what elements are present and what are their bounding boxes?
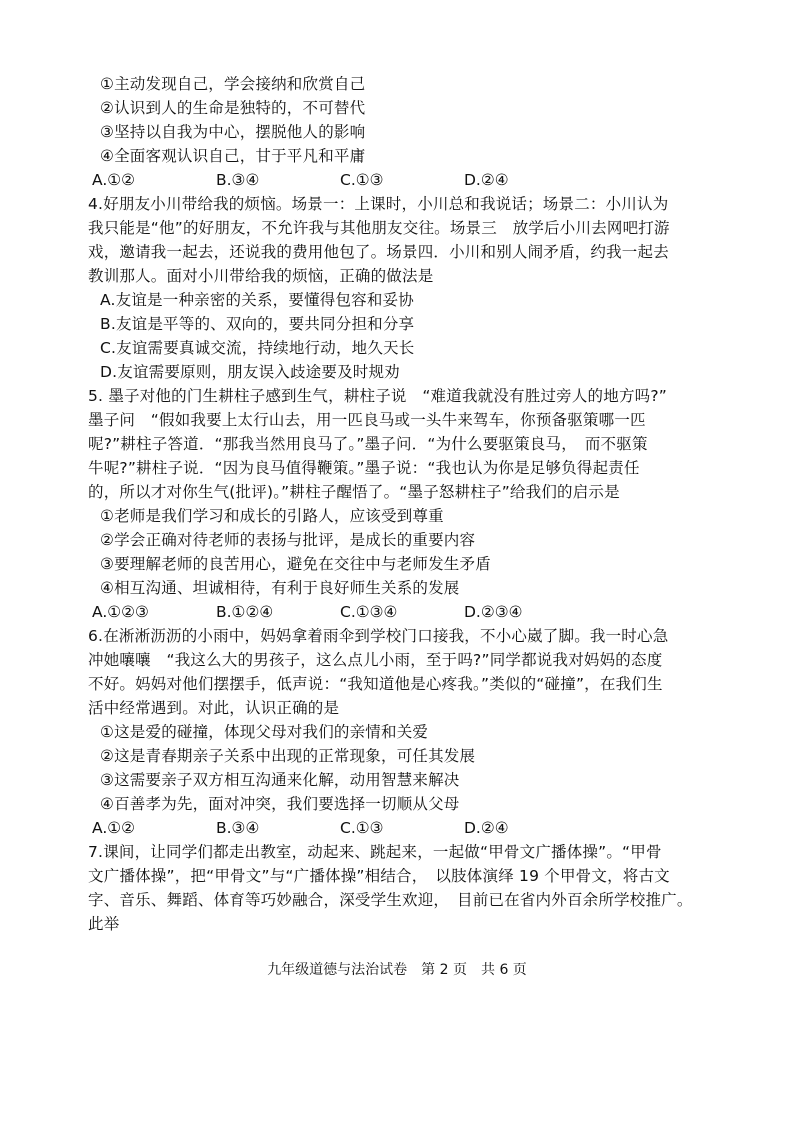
q5-stem-line-1: 5. 墨子对他的门生耕柱子感到生气，耕柱子说 “难道我就没有胜过旁人的地方吗?” bbox=[88, 387, 668, 405]
q7-stem-line-4: 此举 bbox=[88, 915, 120, 933]
q5-item-2: ②学会正确对待老师的表扬与批评，是成长的重要内容 bbox=[100, 531, 476, 549]
q7-stem-line-2: 文广播体操”，把“甲骨文”与“广播体操”相结合， 以肢体演绎 19 个甲骨文，将古文 bbox=[88, 867, 670, 885]
q3-item-3: ③坚持以自我为中心，摆脱他人的影响 bbox=[100, 123, 366, 141]
q6-stem-line-1: 6.在淅淅沥沥的小雨中，妈妈拿着雨伞到学校门口接我，不小心崴了脚。我一时心急 bbox=[88, 627, 669, 645]
q6-option-b: B.③④ bbox=[216, 819, 260, 837]
q3-option-c: C.①③ bbox=[340, 171, 384, 189]
q4-choice-c: C.友谊需要真诚交流，持续地行动，地久天长 bbox=[100, 339, 415, 357]
q3-option-a: A.①② bbox=[92, 171, 136, 189]
q6-stem-line-3: 不好。妈妈对他们摆摆手，低声说：“我知道他是心疼我。”类似的“碰撞”，在我们生 bbox=[88, 675, 663, 693]
q3-item-2: ②认识到人的生命是独特的，不可替代 bbox=[100, 99, 366, 117]
q6-option-a: A.①② bbox=[92, 819, 136, 837]
q3-option-d: D.②④ bbox=[464, 171, 509, 189]
q4-choice-d: D.友谊需要原则，朋友误入歧途要及时规劝 bbox=[100, 363, 400, 381]
q5-option-b: B.①②④ bbox=[216, 603, 274, 621]
q6-options bbox=[92, 816, 509, 840]
q5-stem-line-4: 牛呢?”耕柱子说．“因为良马值得鞭策。”墨子说：“我也认为你是足够负得起责任 bbox=[88, 459, 640, 477]
q6-stem-line-4: 活中经常遇到。对此，认识正确的是 bbox=[88, 699, 340, 717]
q6-item-3: ③这需要亲子双方相互沟通来化解，动用智慧来解决 bbox=[100, 771, 460, 789]
q6-item-4: ④百善孝为先，面对冲突，我们要选择一切顺从父母 bbox=[100, 795, 460, 813]
q6-stem-line-2: 冲她嚷嚷 “我这么大的男孩子，这么点儿小雨，至于吗?”同学都说我对妈妈的态度 bbox=[88, 651, 663, 669]
q5-stem-line-2: 墨子问 “假如我要上太行山去，用一匹良马或一头牛来驾车，你预备驱策哪一匹 bbox=[88, 411, 646, 429]
q6-item-1: ①这是爱的碰撞，体现父母对我们的亲情和关爱 bbox=[100, 723, 429, 741]
q5-option-c: C.①③④ bbox=[340, 603, 398, 621]
q4-stem-line-4: 教训那人。面对小川带给我的烦恼，正确的做法是 bbox=[88, 267, 434, 285]
q5-options bbox=[92, 600, 523, 624]
q4-stem-line-1: 4.好朋友小川带给我的烦恼。场景一：上课时，小川总和我说话；场景二：小川认为 bbox=[88, 195, 669, 213]
q5-stem-line-5: 的，所以才对你生气(批评)。”耕柱子醒悟了。“墨子怒耕柱子”给我们的启示是 bbox=[88, 483, 620, 501]
q3-options bbox=[92, 168, 509, 192]
q4-stem-line-2: 我只能是“他”的好朋友，不允许我与其他朋友交往。场景三 放学后小川去网吧打游 bbox=[88, 219, 670, 237]
page-footer: 九年级道德与法治试卷 第 2 页 共 6 页 bbox=[267, 962, 527, 978]
q7-stem-line-3: 字、音乐、舞蹈、体育等巧妙融合，深受学生欢迎， 目前已在省内外百余所学校推广。 bbox=[88, 891, 693, 909]
q3-item-1: ①主动发现自己，学会接纳和欣赏自己 bbox=[100, 75, 366, 93]
q4-stem-line-3: 戏，邀请我一起去，还说我的费用他包了。场景四．小川和别人闹矛盾，约我一起去 bbox=[88, 243, 669, 261]
q6-option-c: C.①③ bbox=[340, 819, 384, 837]
q4-choice-b: B.友谊是平等的、双向的，要共同分担和分享 bbox=[100, 315, 415, 333]
q5-option-a: A.①②③ bbox=[92, 603, 149, 621]
q7-stem-line-1: 7.课间，让同学们都走出教室，动起来、跳起来，一起做“甲骨文广播体操”。“甲骨 bbox=[88, 843, 662, 861]
q4-choice-a: A.友谊是一种亲密的关系，要懂得包容和妥协 bbox=[100, 291, 414, 309]
q6-item-2: ②这是青春期亲子关系中出现的正常现象，可任其发展 bbox=[100, 747, 476, 765]
q3-option-b: B.③④ bbox=[216, 171, 260, 189]
q5-option-d: D.②③④ bbox=[464, 603, 523, 621]
q5-stem-line-3: 呢?”耕柱子答道．“那我当然用良马了。”墨子问．“为什么要驱策良马， 而不驱策 bbox=[88, 435, 648, 453]
q5-item-4: ④相互沟通、坦诚相待，有利于良好师生关系的发展 bbox=[100, 579, 460, 597]
q5-item-3: ③要理解老师的良苦用心，避免在交往中与老师发生矛盾 bbox=[100, 555, 491, 573]
q5-item-1: ①老师是我们学习和成长的引路人，应该受到尊重 bbox=[100, 507, 444, 525]
q6-option-d: D.②④ bbox=[464, 819, 509, 837]
q3-item-4: ④全面客观认识自己，甘于平凡和平庸 bbox=[100, 147, 366, 165]
